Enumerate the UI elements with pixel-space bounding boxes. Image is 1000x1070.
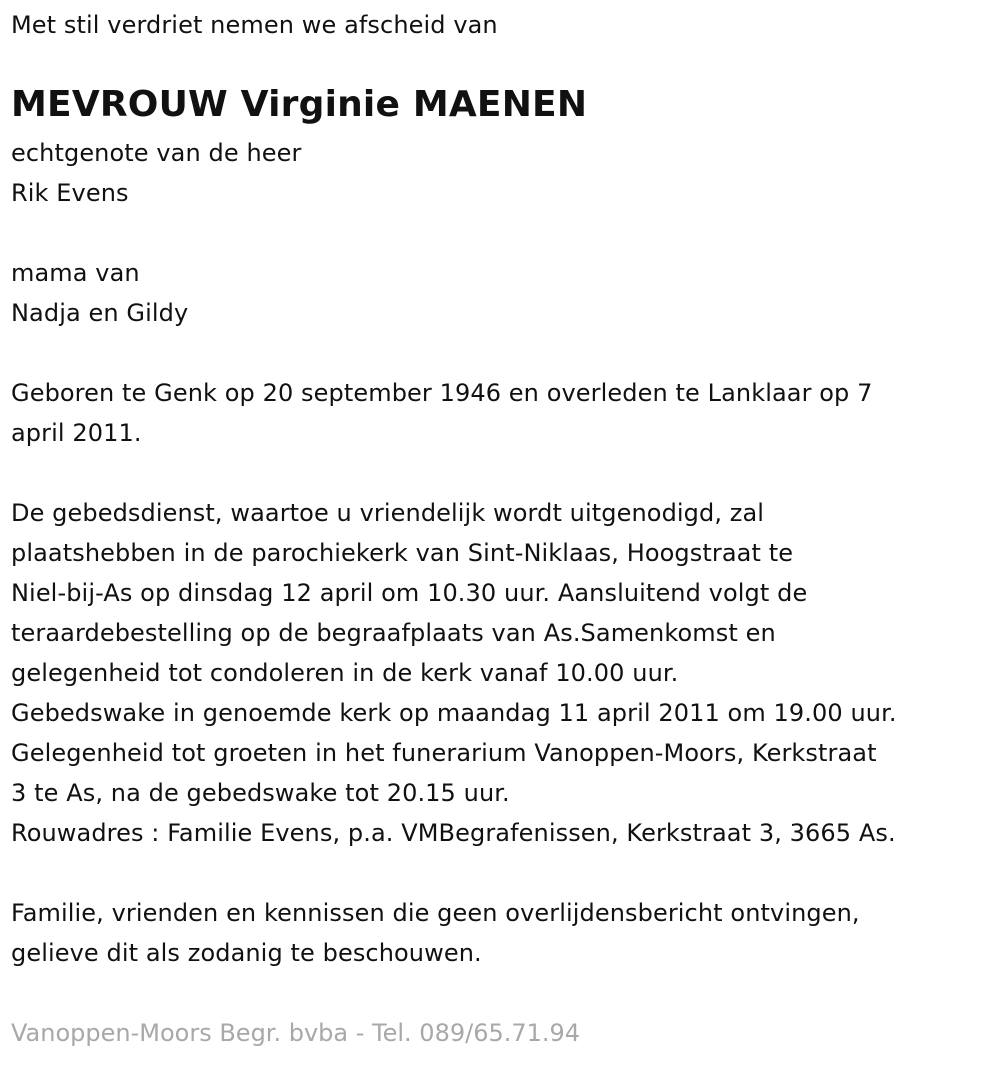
service-line: plaatshebben in de parochiekerk van Sint-Niklaas, Hoogstraat te [11, 539, 794, 567]
service-line: gelegenheid tot condoleren in de kerk vanaf 10.00 uur. [11, 659, 679, 687]
service-line: Gebedswake in genoemde kerk op maandag 11 april 2011 om 19.00 uur. [11, 699, 897, 727]
service-line: De gebedsdienst, waartoe u vriendelijk wordt uitgenodigd, zal [11, 499, 765, 527]
service-line: 3 te As, na de gebedswake tot 20.15 uur. [11, 779, 510, 807]
birth-death-line: Geboren te Genk op 20 september 1946 en overleden te Lanklaar op 7 [11, 379, 873, 407]
birth-death-line: april 2011. [11, 419, 142, 447]
service-line: Rouwadres : Familie Evens, p.a. VMBegrafenissen, Kerkstraat 3, 3665 As. [11, 819, 896, 847]
service-line: teraardebestelling op de begraafplaats van As.Samenkomst en [11, 619, 776, 647]
family-note-line: gelieve dit als zodanig te beschouwen. [11, 939, 482, 967]
deceased-name: MEVROUW Virginie MAENEN [11, 84, 588, 125]
service-block [11, 493, 897, 853]
spouse-line: echtgenote van de heer [11, 139, 302, 167]
children-line: mama van [11, 259, 140, 287]
service-line: Niel-bij-As op dinsdag 12 april om 10.30 uur. Aansluitend volgt de [11, 579, 808, 607]
family-note-block [11, 893, 860, 973]
funeral-home-footer: Vanoppen-Moors Begr. bvba - Tel. 089/65.71.94 [11, 1019, 581, 1047]
family-note-line: Familie, vrienden en kennissen die geen overlijdensbericht ontvingen, [11, 899, 860, 927]
service-line: Gelegenheid tot groeten in het funerarium Vanoppen-Moors, Kerkstraat [11, 739, 877, 767]
intro-text: Met stil verdriet nemen we afscheid van [11, 11, 498, 39]
spouse-line: Rik Evens [11, 179, 129, 207]
birth-death-block [11, 373, 873, 453]
children-line: Nadja en Gildy [11, 299, 189, 327]
spouse-block [11, 133, 301, 213]
children-block [11, 253, 188, 333]
